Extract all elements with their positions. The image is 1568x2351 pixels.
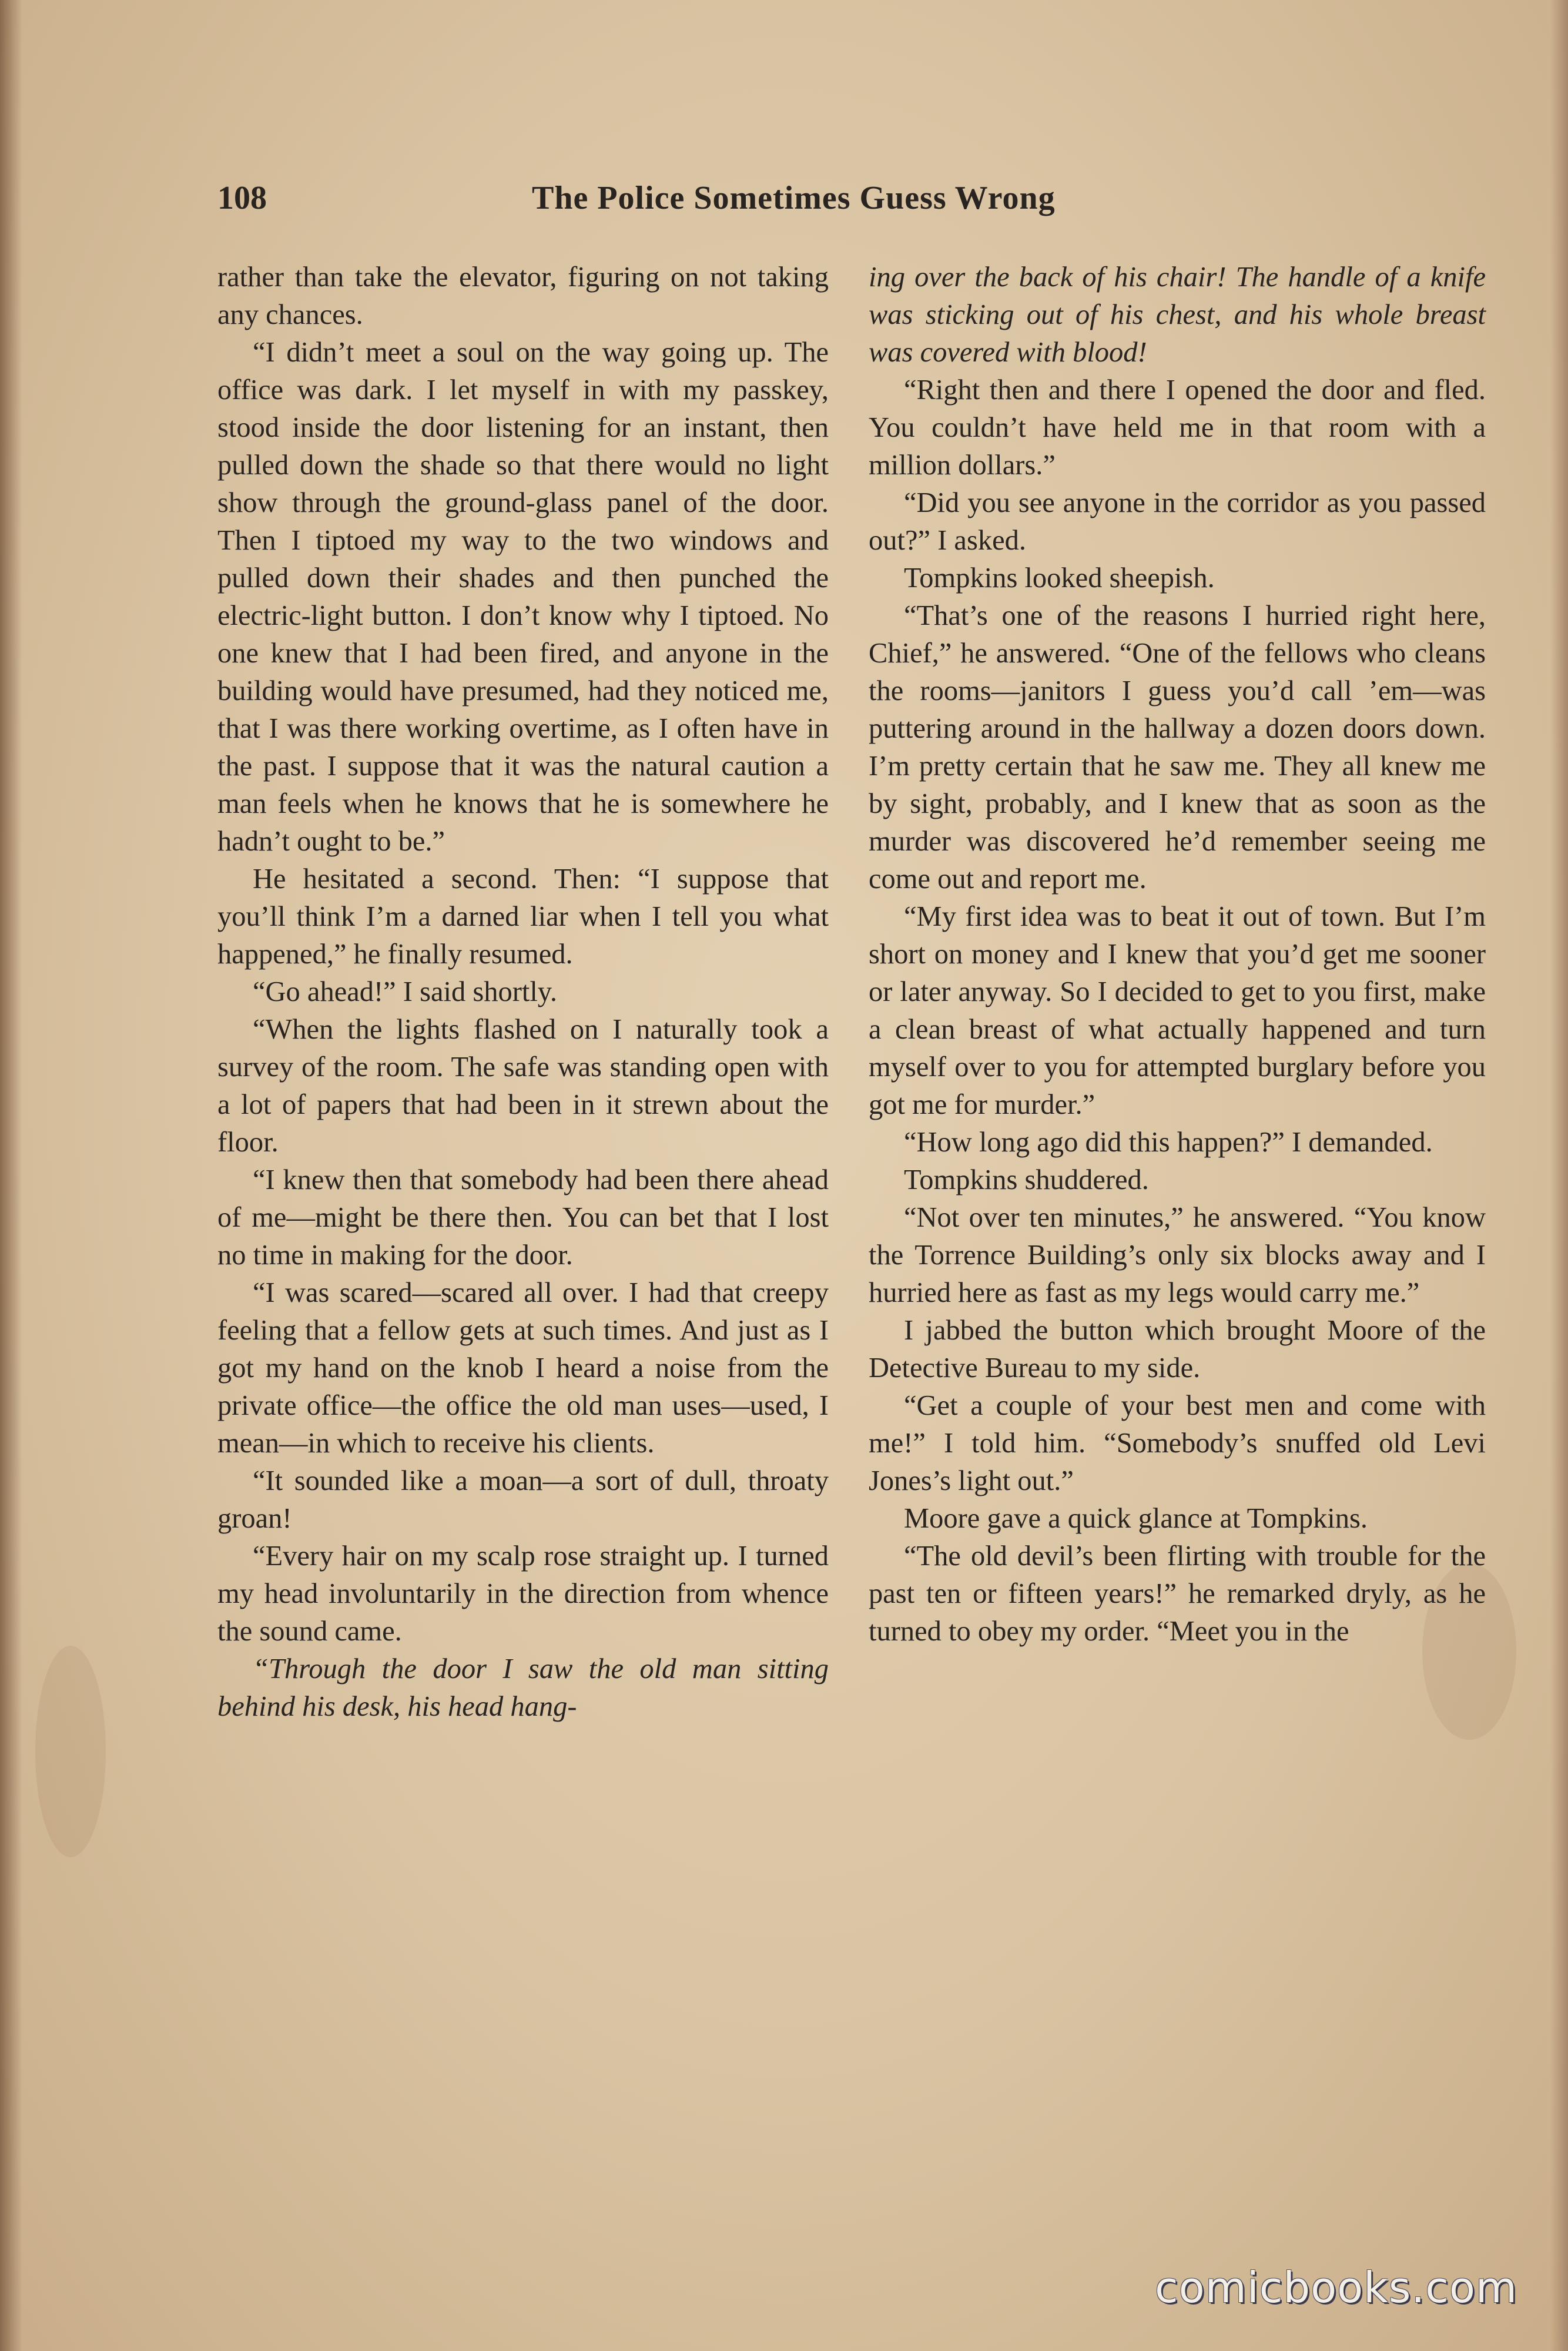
- paragraph: Moore gave a quick glance at Tompkins.: [904, 1503, 1368, 1534]
- page-number: 108: [217, 180, 267, 216]
- page-edge-right: [1550, 0, 1568, 2351]
- paragraph: rather than take the elevator, figuring on not taking any chances.: [217, 262, 829, 330]
- running-title: The Police Sometimes Guess Wrong: [532, 180, 1056, 216]
- paragraph: “I didn’t meet a soul on the way going up. The office was dark. I let myself in with my passkey, stood inside the door listening for an instant, then pulled down the shade so that there would no light show through the ground-glass panel of the door. Then I tiptoed my way to the two windows and pulled down their shades and then punched the electric-light button. I don’t know why I tiptoed. No one knew that I had been fired, and anyone in the building would have presumed, had they noticed me, that I was there working overtime, as I often have in the past. I suppose that it was the natural caution a man feels when he knows that he is somewhere he hadn’t ought to be.”: [217, 337, 829, 857]
- paragraph: “It sounded like a moan—a sort of dull, throaty groan!: [217, 1465, 829, 1534]
- paragraph: “I knew then that somebody had been there ahead of me—might be there then. You can bet that I lost no time in making for the door.: [217, 1164, 829, 1271]
- paragraph: He hesitated a second. Then: “I suppose that you’ll think I’m a darned liar when I tell you what happened,” he finally resumed.: [217, 863, 829, 970]
- right-text-column: [869, 259, 1486, 1650]
- paragraph: “Did you see anyone in the corridor as you passed out?” I asked.: [869, 487, 1486, 556]
- paragraph: “The old devil’s been flirting with trouble for the past ten or fifteen years!” he remarked dryly, as he turned to obey my order. “Meet you in the: [869, 1540, 1486, 1647]
- paragraph: “Not over ten minutes,” he answered. “You know the Torrence Building’s only six blocks away and I hurried here as fast as my legs would carry me.”: [869, 1202, 1486, 1308]
- paragraph: “That’s one of the reasons I hurried right here, Chief,” he answered. “One of the fellows who cleans the rooms—janitors I guess you’d call ’em—was puttering around in the hallway a dozen doors down. I’m pretty certain that he saw me. They all knew me by sight, probably, and I knew that as soon as the murder was discovered he’d remember seeing me come out and report me.: [869, 600, 1486, 895]
- watermark-logo[interactable]: comicbooks.com: [1155, 2263, 1518, 2312]
- paragraph: I jabbed the button which brought Moore of the Detective Bureau to my side.: [869, 1315, 1486, 1384]
- page-header: [217, 179, 1175, 226]
- paragraph: “Through the door I saw the old man sitting behind his desk, his head hang-: [217, 1653, 829, 1722]
- paragraph: “When the lights flashed on I naturally took a survey of the room. The safe was standing open with a lot of papers that had been in it strewn about the floor.: [217, 1014, 829, 1158]
- left-text-column: [217, 259, 829, 1726]
- paragraph: “How long ago did this happen?” I demanded.: [904, 1127, 1433, 1158]
- paragraph: “Get a couple of your best men and come with me!” I told him. “Somebody’s snuffed old Levi Jones’s light out.”: [869, 1390, 1486, 1496]
- paper-stain: [35, 1646, 106, 1857]
- paragraph: “I was scared—scared all over. I had that creepy feeling that a fellow gets at such times. And just as I got my hand on the knob I heard a noise from the private office—the office the old man uses—used, I mean—in which to receive his clients.: [217, 1277, 829, 1459]
- paragraph: Tompkins shuddered.: [904, 1164, 1149, 1195]
- paragraph: “Go ahead!” I said shortly.: [253, 976, 558, 1007]
- page-edge-left: [0, 0, 22, 2351]
- paragraph: “My first idea was to beat it out of town. But I’m short on money and I knew that you’d get me sooner or later anyway. So I decided to get to you first, make a clean breast of what actually happened and turn myself over to you for attempted burglary before you got me for murder.”: [869, 901, 1486, 1120]
- paragraph: “Right then and there I opened the door and fled. You couldn’t have held me in that room with a million dollars.”: [869, 374, 1486, 481]
- paragraph: “Every hair on my scalp rose straight up. I turned my head involuntarily in the direction from whence the sound came.: [217, 1540, 829, 1647]
- paragraph: Tompkins looked sheepish.: [904, 562, 1215, 594]
- paragraph: ing over the back of his chair! The handle of a knife was sticking out of his chest, and his whole breast was covered with blood!: [869, 262, 1486, 368]
